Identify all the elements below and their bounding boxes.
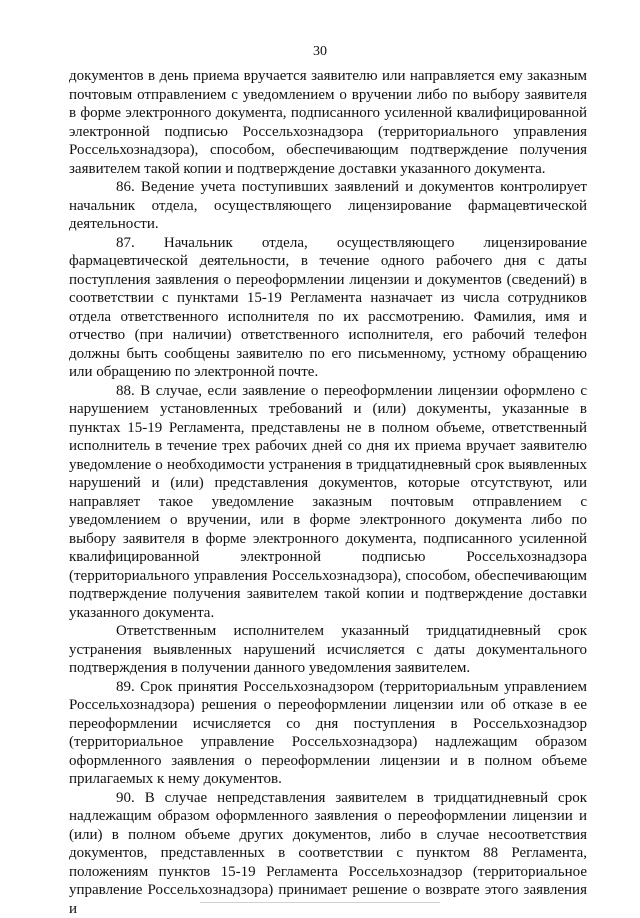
paragraph-continuation: документов в день приема вручается заявителю или направляется ему заказным почтовым отправлением с уведомлением о вручении либо по выбору заявителя в форме электронного документа, подписанного усиленной квалифицированной электронной подписью Россельхознадзора (территориального управления Россельхознадзора), способом, обеспечивающим подтверждение получения заявителем такой копии и подтверждение доставки указанного документа. bbox=[69, 67, 587, 178]
paragraph-87: 87. Начальник отдела, осуществляющего лицензирование фармацевтической деятельности, в течение одного рабочего дня с даты поступления заявления о переоформлении лицензии и документов (сведений) в соответствии с пунктами 15-19 Регламента назначает из числа сотрудников отдела ответственного исполнителя по их рассмотрению. Фамилия, имя и отчество (при наличии) ответственного исполнителя, его рабочий телефон должны быть сообщены заявителю по его письменному, устному обращению или обращению по электронной почте. bbox=[69, 234, 587, 382]
paragraph-88: 88. В случае, если заявление о переоформлении лицензии оформлено с нарушением установленных требований и (или) документы, указанные в пунктах 15-19 Регламента, представлены не в полном объеме, ответственный исполнитель в течение трех рабочих дней со дня их приема вручает заявителю уведомление о необходимости устранения в тридцатидневный срок выявленных нарушений и (или) представления документов, которые отсутствуют, или направляет такое уведомление заказным почтовым отправлением с уведомлением о вручении, или в форме электронного документа либо по выбору заявителя в форме электронного документа, подписанного усиленной квалифицированной электронной подписью Россельхознадзора (территориального управления Россельхознадзора), способом, обеспечивающим подтверждение получения заявителем такой копии и подтверждение доставки указанного документа. bbox=[69, 382, 587, 623]
page-number: 30 bbox=[0, 44, 640, 60]
paragraph-88-continued: Ответственным исполнителем указанный тридцатидневный срок устранения выявленных нарушений исчисляется с даты документального подтверждения в получении данного уведомления заявителем. bbox=[69, 622, 587, 678]
document-body bbox=[69, 67, 587, 918]
paragraph-89: 89. Срок принятия Россельхознадзором (территориальным управлением Россельхознадзора) решения о переоформлении лицензии или об отказе в ее переоформлении исчисляется со дня поступления в Россельхознадзор (территориальное управление Россельхознадзора) надлежащим образом оформленного заявления о переоформлении лицензии и в полном объеме прилагаемых к нему документов. bbox=[69, 678, 587, 789]
scan-edge-line bbox=[200, 902, 440, 903]
paragraph-90: 90. В случае непредставления заявителем в тридцатидневный срок надлежащим образом оформленного заявления о переоформлении лицензии и (или) в полном объеме других документов, либо в случае несоответствия документов, представленных в соответствии с пунктом 88 Регламента, положениям пунктов 15-19 Регламента Россельхознадзор (территориальное управление Россельхознадзора) принимает решение о возврате этого заявления и bbox=[69, 789, 587, 918]
paragraph-86: 86. Ведение учета поступивших заявлений и документов контролирует начальник отдела, осуществляющего лицензирование фармацевтической деятельности. bbox=[69, 178, 587, 234]
